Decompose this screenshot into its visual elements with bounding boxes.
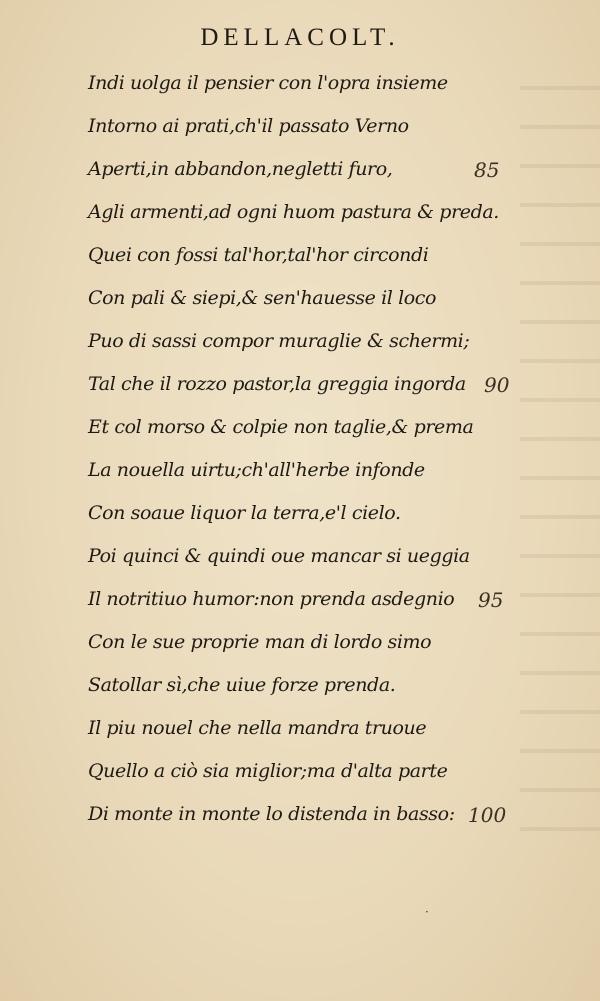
verse-line: Tal che il rozzo pastor,la greggia ingorda — [88, 373, 466, 395]
verse-line: Satollar sì,che uiue forze prenda. — [88, 674, 396, 696]
verse-line: Et col morso & colpie non taglie,& prema — [88, 416, 474, 438]
bleed-through-text — [520, 60, 600, 860]
running-head: DELLACOLT. — [200, 24, 400, 51]
verse-line: Di monte in monte lo distenda in basso: — [88, 803, 455, 825]
line-number: 100 — [468, 803, 507, 827]
verse-line: Con soaue liquor la terra,e'l cielo. — [88, 502, 401, 524]
verse-line: Quello a ciò sia miglior;ma d'alta parte — [88, 760, 448, 782]
verse-line: Poi quinci & quindi oue mancar si ueggia — [88, 545, 470, 567]
verse-line: Quei con fossi tal'hor,tal'hor circondi — [88, 244, 429, 266]
verse-line: Il notritiuo humor:non prenda asdegnio — [88, 588, 455, 610]
verse-line: Il piu nouel che nella mandra truoue — [88, 717, 427, 739]
verse-line: Puo di sassi compor muraglie & schermi; — [88, 330, 470, 352]
verse-line: Con pali & siepi,& sen'hauesse il loco — [88, 287, 437, 309]
verse-line: La nouella uirtu;ch'all'herbe infonde — [88, 459, 425, 481]
line-number: 95 — [478, 588, 504, 612]
verse-line: Intorno ai prati,ch'il passato Verno — [88, 115, 409, 137]
line-number: 85 — [474, 158, 500, 182]
verse-line: Agli armenti,ad ogni huom pastura & preda. — [88, 201, 499, 223]
verse-line: Con le sue proprie man di lordo simo — [88, 631, 432, 653]
verse-line: Indi uolga il pensier con l'opra insieme — [88, 72, 448, 94]
ink-speck: · — [425, 905, 429, 919]
verse-line: Aperti,in abbandon,negletti furo, — [88, 158, 393, 180]
line-number: 90 — [484, 373, 510, 397]
